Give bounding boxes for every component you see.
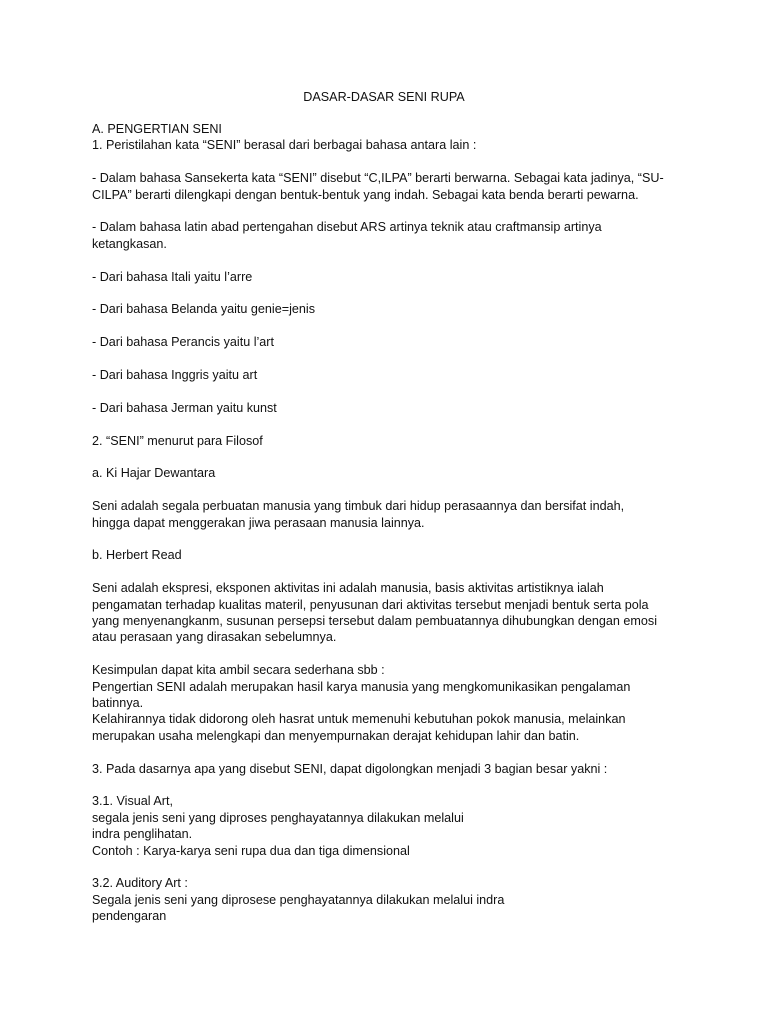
language-item: - Dari bahasa Inggris yaitu art bbox=[92, 368, 258, 382]
paragraph-gap bbox=[92, 777, 684, 793]
text-line: hingga dapat menggerakan jiwa perasaan manusia lainnya. bbox=[92, 515, 425, 530]
visual-art-section bbox=[92, 793, 684, 859]
section-heading: A. PENGERTIAN SENI bbox=[92, 122, 222, 136]
subsection-heading: 3.1. Visual Art, bbox=[92, 794, 173, 809]
text-line: - Dalam bahasa latin abad pertengahan disebut ARS artinya teknik atau craftmansip artinya bbox=[92, 220, 602, 235]
paragraph-gap bbox=[92, 416, 684, 432]
text-line: Kesimpulan dapat kita ambil secara sederhana sbb : bbox=[92, 663, 385, 678]
text-line: Contoh : Karya-karya seni rupa dua dan tiga dimensional bbox=[92, 843, 410, 858]
document-body bbox=[92, 121, 684, 925]
text-line: - Dalam bahasa Sansekerta kata “SENI” disebut “C,ILPA” berarti berwarna. Sebagai kata jadinya, “SU- bbox=[92, 171, 664, 186]
latin-paragraph bbox=[92, 219, 684, 252]
paragraph-gap bbox=[92, 252, 684, 268]
dewantara-paragraph bbox=[92, 498, 684, 531]
conclusion-paragraph bbox=[92, 662, 684, 744]
paragraph-gap bbox=[92, 531, 684, 547]
text-line: yang menyenangkanm, susunan persepsi tersebut dalam pembuatannya dihubungkan dengan emosi bbox=[92, 614, 658, 628]
text-line: CILPA” berarti dilengkapi dengan bentuk-bentuk yang indah. Sebagai kata benda berarti pewarna. bbox=[92, 187, 639, 202]
sanskrit-paragraph bbox=[92, 170, 684, 203]
paragraph-gap bbox=[92, 154, 684, 170]
paragraph-gap bbox=[92, 318, 684, 334]
language-item: - Dari bahasa Jerman yaitu kunst bbox=[92, 400, 277, 415]
paragraph-gap bbox=[92, 203, 684, 219]
paragraph-gap bbox=[92, 383, 684, 399]
language-item: - Dari bahasa Itali yaitu l’arre bbox=[92, 269, 253, 284]
philosopher-heading: a. Ki Hajar Dewantara bbox=[92, 466, 216, 481]
text-line: Kelahirannya tidak didorong oleh hasrat untuk memenuhi kebutuhan pokok manusia, melainkan bbox=[92, 712, 626, 727]
text-line: Seni adalah segala perbuatan manusia yang timbuk dari hidup perasaannya dan bersifat indah, bbox=[92, 499, 625, 514]
paragraph-gap bbox=[92, 482, 684, 498]
paragraph-gap bbox=[92, 449, 684, 465]
paragraph-gap bbox=[92, 859, 684, 875]
paragraph-gap bbox=[92, 744, 684, 760]
read-paragraph bbox=[92, 580, 684, 646]
text-line: segala jenis seni yang diproses penghayatannya dilakukan melalui bbox=[92, 810, 464, 825]
paragraph-gap bbox=[92, 285, 684, 301]
subsection-heading: 3.2. Auditory Art : bbox=[92, 876, 188, 891]
paragraph-gap bbox=[92, 564, 684, 580]
numbered-item: 2. “SENI” menurut para Filosof bbox=[92, 433, 263, 448]
text-line: Seni adalah ekspresi, eksponen aktivitas ini adalah manusia, basis aktivitas artistiknya ialah bbox=[92, 581, 604, 596]
language-item: - Dari bahasa Belanda yaitu genie=jenis bbox=[92, 302, 315, 317]
paragraph-gap bbox=[92, 646, 684, 662]
text-line: Segala jenis seni yang diprosese penghayatannya dilakukan melalui indra bbox=[92, 892, 505, 907]
language-item: - Dari bahasa Perancis yaitu l’art bbox=[92, 335, 274, 350]
text-line: Pengertian SENI adalah merupakan hasil karya manusia yang mengkomunikasikan pengalaman bbox=[92, 679, 631, 694]
text-line: merupakan usaha melengkapi dan menyempurnakan derajat kehidupan lahir dan batin. bbox=[92, 728, 580, 743]
numbered-item: 1. Peristilahan kata “SENI” berasal dari berbagai bahasa antara lain : bbox=[92, 138, 477, 153]
text-line: pengamatan terhadap kualitas materil, penyusunan dari aktivitas tersebut menjadi bentuk serta pola bbox=[92, 597, 649, 612]
paragraph-gap bbox=[92, 351, 684, 367]
text-line: atau perasaan yang dirasakan sebelumnya. bbox=[92, 630, 337, 645]
text-line: ketangkasan. bbox=[92, 236, 167, 251]
text-line: pendengaran bbox=[92, 909, 167, 924]
philosopher-heading: b. Herbert Read bbox=[92, 548, 182, 563]
page-title: DASAR-DASAR SENI RUPA bbox=[303, 90, 465, 104]
numbered-item: 3. Pada dasarnya apa yang disebut SENI, dapat digolongkan menjadi 3 bagian besar yakni : bbox=[92, 761, 608, 776]
text-line: indra penglihatan. bbox=[92, 827, 193, 842]
auditory-art-section bbox=[92, 875, 684, 924]
text-line: batinnya. bbox=[92, 696, 144, 711]
